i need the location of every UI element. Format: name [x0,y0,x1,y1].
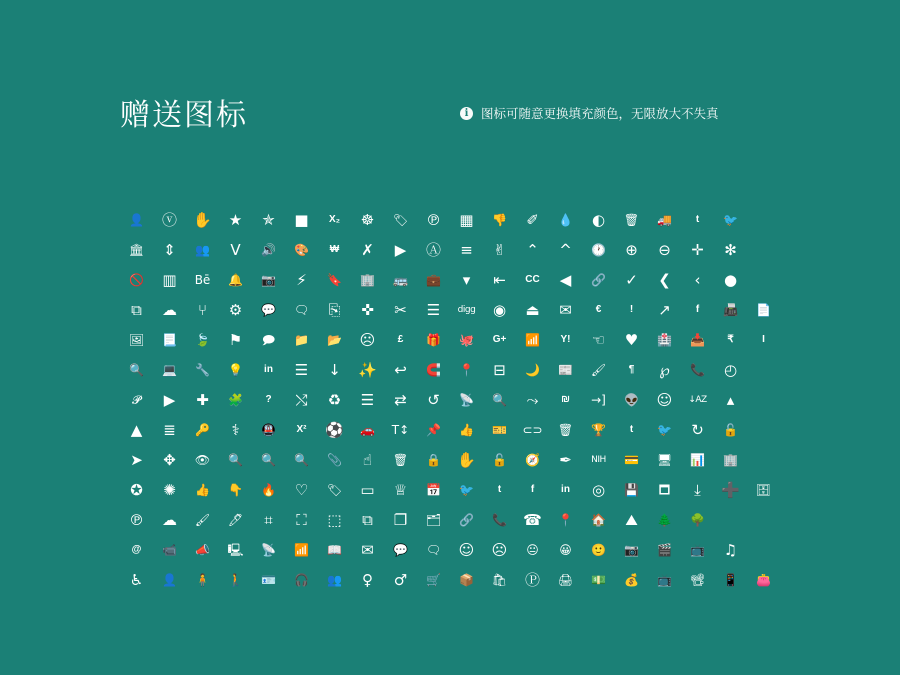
hand-peace-icon[interactable]: ✌ [493,240,506,259]
hand-lizard-icon[interactable]: ✋ [193,210,212,229]
caret-down-icon[interactable]: ▾ [462,270,471,289]
calendar-icon[interactable]: 📅 [426,483,441,497]
rupee-sign-icon[interactable]: ₹ [727,334,734,345]
magic-icon[interactable]: ✨ [358,360,377,379]
google-icon[interactable]: G+ [492,334,507,345]
blank-icon[interactable] [751,387,777,413]
volume-up-icon[interactable]: 🔊 [261,243,276,257]
rss-signal-icon[interactable]: 📶 [294,543,309,557]
tumblr-square-icon[interactable]: t [695,214,700,225]
save-floppy-icon[interactable]: 💾 [624,483,639,497]
arrow-left-square-icon[interactable]: ⇤ [493,270,506,289]
stop-square-icon[interactable]: ■ [294,210,309,229]
download-square-icon[interactable]: ⤓ [694,480,701,499]
building-alt-icon[interactable]: 🏢 [723,453,738,467]
reply-icon[interactable]: ↩ [394,360,407,379]
copy-pages-icon[interactable]: ⧉ [362,510,373,529]
asterisk-icon[interactable]: ✻ [724,240,737,259]
mountain-icon[interactable]: ⛰ [625,510,638,529]
music-note-icon[interactable]: ♫ [723,540,738,559]
cc-icon[interactable]: CC [525,274,540,285]
map-pin-icon[interactable]: 📍 [558,513,573,527]
envelope-mail-icon[interactable]: ✉ [361,540,374,559]
twitter-alt-icon[interactable]: 🐦 [459,483,474,497]
frame-dashed-icon[interactable]: ⬚ [327,510,342,529]
image-frame-icon[interactable]: ▭ [360,480,375,499]
vine-icon[interactable]: Ⅴ [230,240,241,259]
truck-icon[interactable]: 🚚 [657,213,672,227]
home-icon[interactable]: 🏠 [591,513,606,527]
euro-sign-icon[interactable]: € [595,304,602,315]
mars-icon[interactable]: ♂ [393,570,408,589]
pinterest-icon[interactable]: 𝓟 [132,393,141,407]
folder-files-icon[interactable]: 🗂 [425,513,442,527]
wheelchair-icon[interactable]: ♿ [129,570,144,589]
folder-icon[interactable]: 📁 [294,333,309,347]
list-icon[interactable]: ☰ [426,300,441,319]
comment-bubble-icon[interactable]: 💬 [393,543,408,557]
eraser-icon[interactable]: ✐ [526,210,539,229]
tag-outline-icon[interactable]: 🏷 [326,483,343,497]
circle-icon[interactable]: ● [723,270,738,289]
undo-icon[interactable]: ↺ [427,390,440,409]
vimeo-square-icon[interactable]: ⓥ [161,210,177,229]
shopping-cart-icon[interactable]: 🛒 [426,573,441,587]
ban-icon[interactable]: 🚫 [129,273,144,287]
chevron-left-circle-icon[interactable]: ❮ [658,270,671,289]
tint-icon[interactable]: 💧 [558,213,573,227]
blank-icon[interactable] [718,507,744,533]
star-half-icon[interactable]: ★ [228,210,243,229]
window-icon[interactable]: 🗖 [658,483,671,497]
cut-scissors-icon[interactable]: ✂ [394,300,407,319]
unlock-icon[interactable]: 🔓 [723,423,738,437]
tv-monitor-icon[interactable]: 🖥 [656,453,673,467]
caret-up-outline-icon[interactable]: ▲ [130,420,143,439]
check-circle-icon[interactable]: ✓ [625,270,638,289]
comment-icon[interactable]: 💬 [261,303,276,317]
xing-square-icon[interactable]: ✗ [361,240,374,259]
hand-paper-icon[interactable]: ✋ [457,450,476,469]
minus-circle-icon[interactable]: ⊖ [658,240,671,259]
briefcase-icon[interactable]: 💼 [426,273,441,287]
trophy-icon[interactable]: 🏆 [591,423,606,437]
th-grid-icon[interactable]: ▦ [459,210,474,229]
money-bill-icon[interactable]: 💵 [591,573,606,587]
sort-alpha-icon[interactable]: ↓AZ [688,394,707,405]
bars-icon[interactable]: ☰ [360,390,375,409]
mobile-phone-icon[interactable]: 📱 [723,573,738,587]
puzzle-piece-icon[interactable]: 🧩 [228,393,243,407]
compass-icon[interactable]: 🧭 [525,453,540,467]
file-image-icon[interactable]: 🖼 [128,333,145,347]
search-zoom-icon[interactable]: 🔍 [492,393,507,407]
trash-icon[interactable]: 🗑 [623,213,640,227]
life-ring-icon[interactable]: ☸ [360,210,375,229]
plus-circle-icon[interactable]: ⊕ [625,240,638,259]
share-alt-icon[interactable]: ⤳ [526,390,539,409]
thumbs-up-alt-icon[interactable]: 👍 [195,483,210,497]
sign-in-icon[interactable]: →] [591,393,606,407]
github-icon[interactable]: 🐙 [459,333,474,347]
presentation-icon[interactable]: 🖳 [227,543,244,557]
bullhorn-icon[interactable]: 📣 [195,543,210,557]
magic-wand-icon[interactable]: ✯ [262,210,275,229]
hospital-icon[interactable]: 🏥 [657,333,672,347]
ticket-icon[interactable]: 🎫 [492,423,507,437]
link-chain-icon[interactable]: 🔗 [459,513,474,527]
facebook-icon[interactable]: f [695,304,700,315]
blank-icon[interactable] [751,447,777,473]
inbox-icon[interactable]: 📥 [690,333,705,347]
plus-square-icon[interactable]: ✚ [196,390,209,409]
user-group-icon[interactable]: 👥 [327,573,342,587]
clock-icon[interactable]: 🕐 [591,243,606,257]
building-icon[interactable]: 🏢 [360,273,375,287]
paint-brush-icon[interactable]: 🖌 [590,363,607,377]
smile-outline-icon[interactable]: 🙂 [591,543,606,557]
paypal-icon[interactable]: ℗ [426,210,441,229]
folder-open-icon[interactable]: 📂 [327,333,342,347]
align-justify-icon[interactable]: ≡ [460,240,473,259]
youtube-icon[interactable]: ▶ [394,240,407,259]
phone-handset-icon[interactable]: 📞 [492,513,507,527]
headphones-icon[interactable]: 🎧 [294,573,309,587]
film-icon[interactable]: 🎬 [657,543,672,557]
arrows-alt-icon[interactable]: ✥ [163,450,176,469]
paint-palette-icon[interactable]: 🎨 [294,243,309,257]
car-icon[interactable]: 🚗 [360,423,375,437]
smile-icon[interactable]: ☺ [656,390,673,409]
won-sign-icon[interactable]: ₩ [329,244,340,255]
file-text-icon[interactable]: 📄 [756,303,771,317]
credit-card-icon[interactable]: 💳 [624,453,639,467]
code-fork-icon[interactable]: ⑂ [197,300,207,319]
thumbtack-icon[interactable]: 📌 [426,423,441,437]
moon-icon[interactable]: 🌙 [525,363,540,377]
box-icon[interactable]: 📦 [459,573,474,587]
chevron-left-icon[interactable]: ‹ [694,270,701,289]
dribbble-icon[interactable]: ◉ [492,300,507,319]
magnet-icon[interactable]: 🧲 [426,363,441,377]
heart-outline-icon[interactable]: ♡ [294,480,309,499]
cloud-icon[interactable]: ☁ [162,300,177,319]
dribbble-circle-icon[interactable]: ◎ [591,480,606,499]
pie-chart-icon[interactable]: ◴ [723,360,738,379]
volume-down-icon[interactable]: ◀ [559,270,572,289]
projector-icon[interactable]: 📽 [689,573,706,587]
superscript-icon[interactable]: X² [296,424,307,435]
fire-icon[interactable]: 🔥 [261,483,276,497]
play-circle-icon[interactable]: ▶ [163,390,176,409]
pound-sign-icon[interactable]: £ [397,334,404,345]
digg-icon[interactable]: digg [457,304,476,315]
text-height-icon[interactable]: T↕ [391,423,410,437]
chart-bar-icon[interactable]: 📊 [690,453,705,467]
blank-icon[interactable] [751,237,777,263]
cash-stack-icon[interactable]: 💰 [624,573,639,587]
shekel-sign-icon[interactable]: ₪ [561,394,570,405]
key-icon[interactable]: 🔑 [195,423,210,437]
shopping-bag-icon[interactable]: 🛍 [491,573,508,587]
barcode-icon[interactable]: ▥ [162,270,177,289]
yahoo-icon[interactable]: Y! [560,334,571,345]
info-circle-icon: i [460,107,473,120]
file-lines-icon[interactable]: 📃 [162,333,177,347]
blank-icon[interactable] [751,357,777,383]
copy-icon[interactable]: ⎘ [328,300,341,319]
signal-icon[interactable]: 📶 [525,333,540,347]
frown-face-icon[interactable]: ☹ [491,540,508,559]
blank-icon[interactable] [751,267,777,293]
tumblr-icon[interactable]: t [629,424,634,435]
users-icon[interactable]: 👥 [195,243,210,257]
twitter-icon[interactable]: 🐦 [723,213,738,227]
icon-grid [120,205,780,595]
tv-retro-icon[interactable]: 📺 [657,573,672,587]
trash-alt-icon[interactable]: 🗑 [557,423,574,437]
blank-icon[interactable] [751,537,777,563]
cash-register-icon[interactable]: 🖨 [557,573,574,587]
crosshairs-icon[interactable]: ✜ [361,300,374,319]
question-circle-icon[interactable]: ? [265,394,272,405]
italic-icon[interactable]: I [762,334,765,345]
paperclip-icon[interactable]: 📎 [327,453,342,467]
tree-pine-icon[interactable]: 🌲 [657,513,672,527]
at-circle-icon[interactable]: Ⓐ [425,240,441,259]
exclamation-circle-icon[interactable]: ! [629,304,634,315]
comment-o-icon[interactable]: 🗩 [261,333,276,347]
paragraph-icon[interactable]: ¶ [628,364,635,375]
lightbulb-icon[interactable]: 💡 [228,363,243,377]
hand-point-down-icon[interactable]: 👇 [228,483,243,497]
nih-logo-icon[interactable]: NIH [591,454,606,465]
search-plus-round-icon[interactable]: 🔍 [294,453,309,467]
twitter-bird-icon[interactable]: 🐦 [657,423,672,437]
paypal-p-icon[interactable]: ℘ [659,360,670,379]
tree-icon[interactable]: 🌳 [690,513,705,527]
envelope-icon[interactable]: ✉ [559,300,572,319]
camera-retro-icon[interactable]: 📷 [261,273,276,287]
map-marker-slash-icon[interactable]: 📍 [459,363,474,377]
cloud-alt-icon[interactable]: ☁ [162,510,177,529]
phone-icon[interactable]: 📞 [690,363,705,377]
expand-frame-icon[interactable]: ⛶ [296,510,307,529]
adjust-icon[interactable]: ◐ [591,210,606,229]
flag-icon[interactable]: ⚑ [228,330,243,349]
twitter-square-icon[interactable]: t [497,484,502,495]
pen-nib-icon[interactable]: ✒ [559,450,572,469]
tag-icon[interactable]: 🏷 [392,213,409,227]
cogs-icon[interactable]: ⚙ [228,300,243,319]
note-text: 图标可随意更换填充颜色，无限放大不失真 [481,106,719,121]
video-camera-icon[interactable]: 📹 [162,543,177,557]
comment-round-icon[interactable]: 🗨 [425,543,442,557]
mouse-pointer-icon[interactable]: ➤ [130,450,143,469]
user-tie-icon[interactable]: 👤 [162,573,177,587]
gift-icon[interactable]: 🎁 [426,333,441,347]
linkedin-square-icon[interactable]: in [561,484,570,495]
brush-icon[interactable]: 🖌 [194,513,211,527]
crown-icon[interactable]: ♕ [393,480,408,499]
database-icon[interactable]: 🗄 [755,483,772,497]
bus-icon[interactable]: 🚌 [393,273,408,287]
user-icon[interactable]: 👤 [129,213,144,227]
plus-box-icon[interactable]: ➕ [721,480,740,499]
thumbs-up-icon[interactable]: 👍 [459,423,474,437]
fax-icon[interactable]: 📠 [723,303,738,317]
heart-icon[interactable]: ♥ [624,330,639,349]
linkedin-icon[interactable]: in [264,364,273,375]
blank-icon[interactable] [751,507,777,533]
venus-icon[interactable]: ♀ [362,570,373,589]
caret-up-small-icon[interactable]: ▴ [726,390,735,409]
satellite-dish-icon[interactable]: 📡 [261,543,276,557]
laptop-icon[interactable]: 💻 [162,363,177,377]
person-icon[interactable]: 🧍 [195,573,210,587]
eject-icon[interactable]: ⏏ [525,300,540,319]
bell-slash-icon[interactable]: 🔔 [228,273,243,287]
pen-icon[interactable]: 🖊 [227,513,244,527]
clone-icon[interactable]: ⧉ [131,300,142,319]
hand-pointer-icon[interactable]: ☜ [591,330,606,349]
at-sign-icon[interactable]: @ [131,544,142,555]
wrench-icon[interactable]: 🔧 [195,363,210,377]
bookmark-icon[interactable]: 🔖 [327,273,342,287]
caret-up-icon[interactable]: ^ [559,240,572,259]
search-icon[interactable]: 🔍 [228,453,243,467]
window-minimize-icon[interactable]: ⊟ [493,360,506,379]
laugh-face-icon[interactable]: 😀 [559,543,572,557]
behance-icon[interactable]: Bē [194,273,211,287]
random-icon[interactable]: ⤭ [295,390,308,409]
list-ol-icon[interactable]: ☰ [294,360,309,379]
camera-icon[interactable]: 📷 [624,543,639,557]
sort-icon[interactable]: ⇕ [163,240,176,259]
star-circle-icon[interactable]: ✪ [130,480,143,499]
search-plus-icon[interactable]: 🔍 [129,363,144,377]
meh-face-icon[interactable]: 😐 [526,543,539,557]
link-icon[interactable]: 🔗 [591,273,606,287]
bank-icon[interactable]: 🏛 [128,243,145,257]
search-minus-icon[interactable]: 🔍 [261,453,276,467]
newspaper-icon[interactable]: 📰 [558,363,573,377]
retweet-icon[interactable]: ⇄ [394,390,407,409]
toggle-off-icon[interactable]: ⊂⊃ [522,423,543,437]
leaf-icon[interactable]: 🍃 [195,333,210,347]
arrow-down-icon[interactable]: ↓ [328,360,341,379]
external-link-square-icon[interactable]: ↗ [658,300,671,319]
align-left-icon[interactable]: ≣ [163,420,176,439]
certificate-icon[interactable]: ✺ [163,480,176,499]
subscript-icon[interactable]: X₂ [328,214,341,225]
crop-icon[interactable]: ⌗ [264,510,273,529]
parking-icon[interactable]: Ⓟ [524,570,540,589]
lock-icon[interactable]: 🔒 [426,453,441,467]
subway-icon[interactable]: 🚇 [261,423,276,437]
blank-icon[interactable] [751,207,777,233]
frown-icon[interactable]: ☹ [359,330,376,349]
chevron-up-thin-icon[interactable]: ⌃ [526,240,539,259]
reddit-icon[interactable]: 👽 [624,393,639,407]
tv-icon[interactable]: 📺 [690,543,705,557]
hand-point-up-icon[interactable]: ☝ [362,450,373,469]
smile-face-icon[interactable]: ☺ [458,540,475,559]
book-icon[interactable]: 📖 [327,543,342,557]
futbol-icon[interactable]: ⚽ [325,420,344,439]
redo-icon[interactable]: ↻ [691,420,704,439]
note-line [460,104,719,122]
thumbs-down-icon[interactable]: 👎 [492,213,507,227]
recycle-icon[interactable]: ♻ [327,390,342,409]
phone-old-icon[interactable]: ☎ [523,510,542,529]
rss-icon[interactable]: 📡 [459,393,474,407]
page-title: 赠送图标 [120,98,248,133]
arrows-move-icon[interactable]: ✛ [691,240,704,259]
blank-icon[interactable] [751,417,777,443]
wallet-icon[interactable]: 👛 [756,573,771,587]
eye-icon[interactable]: 👁 [194,453,211,467]
id-card-icon[interactable]: 🪪 [261,573,276,587]
comments-icon[interactable]: 🗨 [293,303,310,317]
trash-can-icon[interactable]: 🗑 [392,453,409,467]
paypal-circle-icon[interactable]: ℗ [129,510,144,529]
stethoscope-icon[interactable]: ⚕ [231,420,240,439]
person-walk-icon[interactable]: 🚶 [228,573,243,587]
bolt-icon[interactable]: ⚡ [296,270,307,289]
facebook-square-icon[interactable]: f [530,484,535,495]
clone-pages-icon[interactable]: ❐ [393,510,408,529]
unlock-alt-icon[interactable]: 🔓 [492,453,507,467]
